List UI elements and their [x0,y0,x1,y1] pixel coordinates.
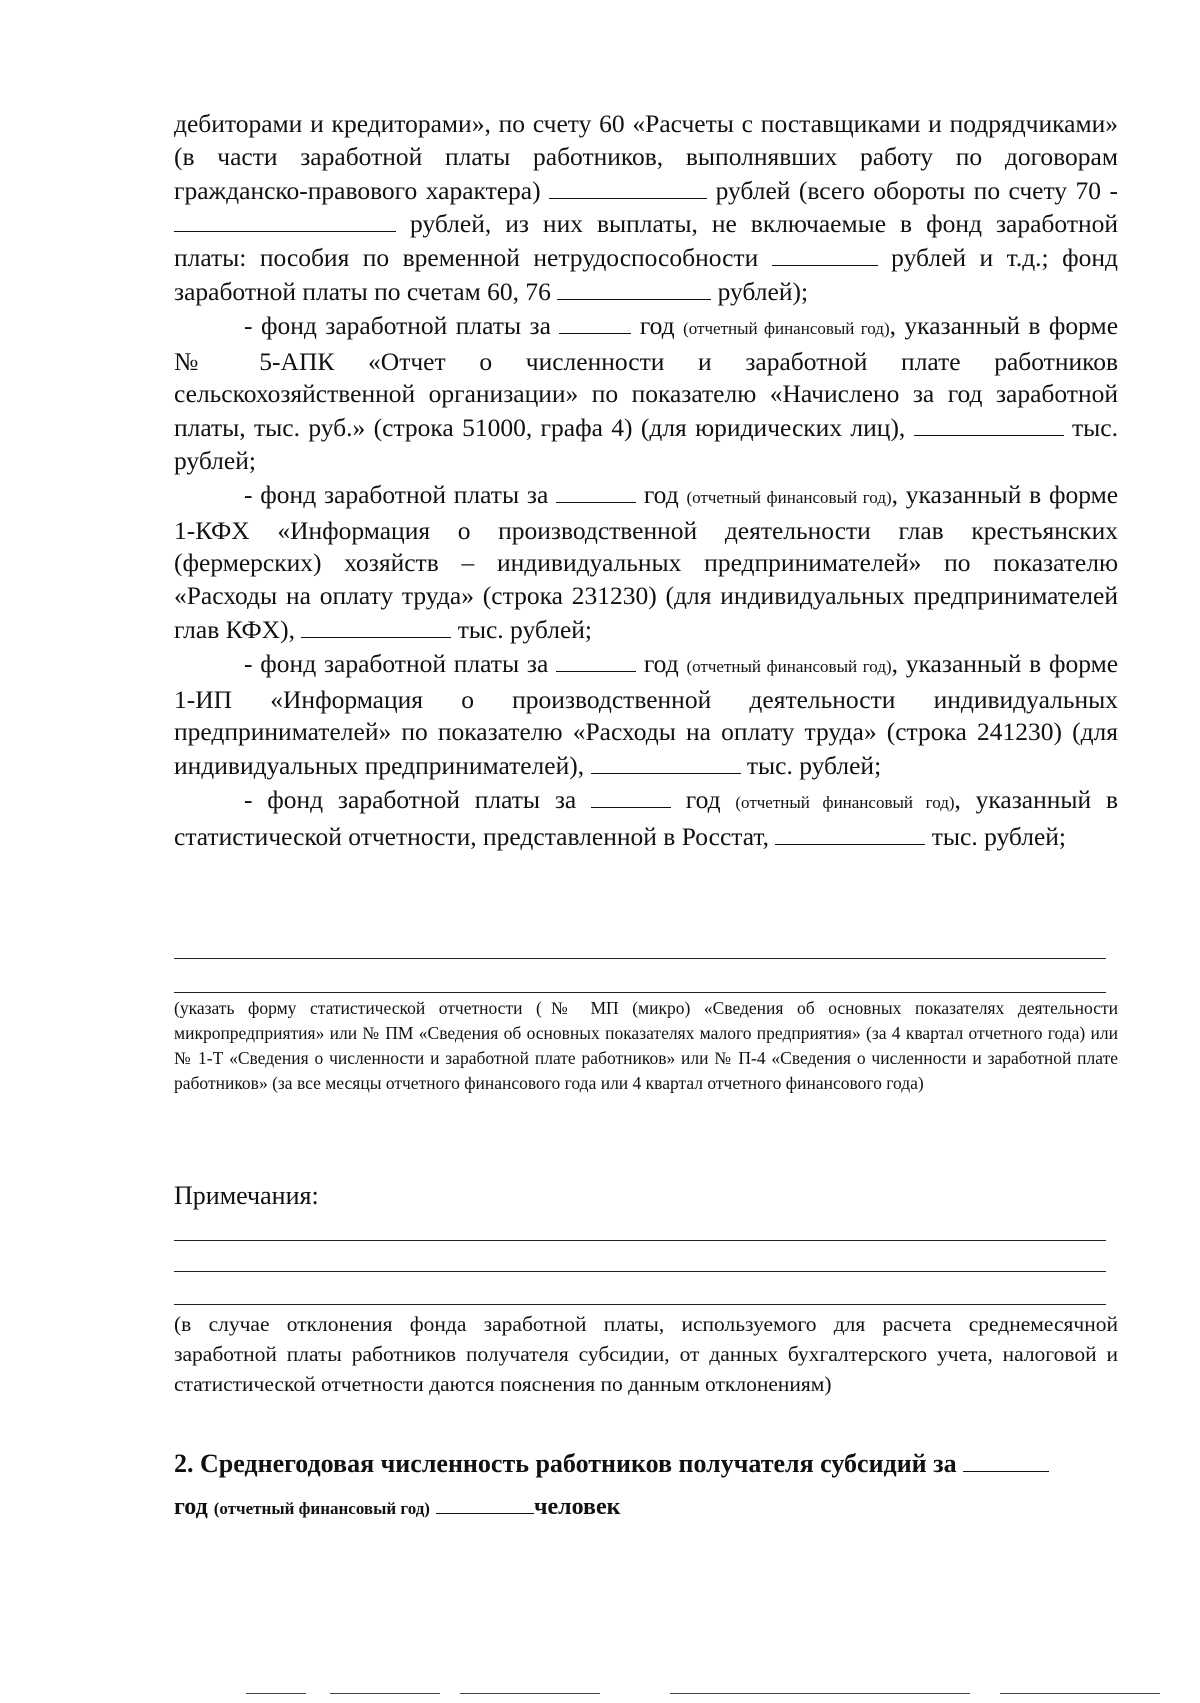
paragraph-1-ip [174,647,1118,783]
blank-amount-1-kfh[interactable] [301,613,451,638]
divider-line [174,992,1106,993]
text-reporting-year-note: (отчетный финансовый год) [213,1499,430,1518]
blank-turnover-70[interactable] [174,207,396,232]
blank-gph-amount[interactable] [549,174,707,199]
blank-headcount[interactable] [436,1489,534,1514]
text-thousand-rubles: тыс. рублей; [457,614,592,644]
section-2-line-2 [174,1489,1118,1521]
blank-amount-5-apk[interactable] [914,411,1064,436]
text-year: год [639,310,675,340]
paragraph-rosstat [174,783,1118,854]
notes-line-2[interactable] [174,1271,1106,1272]
text-year: год [685,784,721,814]
text-1-kfh-desc: , указанный в форме 1-КФХ «Информация о производственной деятельности глав крестьянских (фермерских) хозяйств – индивидуальных предпринимателей» по показателю «Расходы на оплату труда» (строка 231230) (для индивидуальных предпринимателей глав КФХ), [174,479,1119,644]
blank-year-5-apk[interactable] [559,309,631,334]
text-thousand-rubles: тыс. рублей; [746,751,882,781]
section-2-heading [174,1447,1118,1479]
notes-label: Примечания: [174,1181,319,1210]
text-reporting-year-note: (отчетный финансовый год) [683,318,890,338]
section-2 [174,1447,1118,1521]
text-reporting-year-note: (отчетный финансовый год) [686,656,892,676]
blank-year-section-2[interactable] [963,1447,1049,1472]
section-2-title: 2. Среднегодовая численность работников получателя субсидий за [174,1449,957,1478]
text-fund-for: - фонд заработной платы за [244,310,551,340]
text-rosstat-desc: , указанный в статистической отчетности, представленной в Росстат, [174,784,1119,851]
blank-line-form[interactable] [174,958,1106,959]
text-year: год [174,1494,208,1520]
footnote-deviation: (в случае отклонения фонда заработной платы, используемого для расчета среднемесячной заработной платы работников получателя субсидии, от данных бухгалтерского учета, налоговой и статистической отчетности даются пояснения по данным отклонениям) [174,1312,1118,1396]
blank-year-1-ip[interactable] [556,647,636,672]
blank-year-1-kfh[interactable] [556,478,636,503]
scan-artifact-line [246,1693,306,1694]
text-thousand-rubles: тыс. рублей; [931,821,1067,851]
text-reporting-year-note: (отчетный финансовый год) [686,487,892,507]
text-year: год [643,648,679,678]
blank-amount-rosstat[interactable] [775,820,925,845]
text-fund-60-76: рублей и т.д.; фонд заработной платы по счетам 60, 76 [174,243,1119,306]
text-excluded-payments: рублей, из них выплаты, не включаемые в фонд заработной платы: пособия по временной нетрудоспособности [174,209,1119,273]
scan-artifact-line [1000,1693,1160,1694]
scan-artifact-line [330,1693,440,1694]
text-reporting-year-note: (отчетный финансовый год) [735,792,955,812]
main-text-block [174,108,1118,854]
scan-artifact-line [670,1693,970,1694]
text-rubles-close: рублей); [717,276,809,306]
blank-fund-60-76[interactable] [557,275,711,300]
paragraph-1-kfh [174,478,1118,647]
notes-line-1[interactable] [174,1240,1106,1241]
text-account-60: дебиторами и кредиторами», по счету 60 «Расчеты с поставщиками и подрядчиками» (в части заработной платы работников, выполнявших работу по договорам гражданско-правового характера) [174,109,1118,205]
text-persons: человек [533,1494,621,1520]
paragraph-account-turnover [174,108,1118,309]
text-5-apk-desc: , указанный в форме № 5-АПК «Отчет о численности и заработной плате работников сельскохозяйственной организации» по показателю «Начислено за год заработной платы, тыс. руб.» (строка 51000, графа 4) (для юридических лиц), [174,310,1119,443]
paragraph-5-apk [174,309,1118,478]
text-year: год [643,479,679,509]
text-thousand-rubles: тыс. рублей; [174,413,1119,475]
notes-line-3[interactable] [174,1304,1106,1305]
text-turnover-70: рублей (всего обороты по счету 70 - [715,175,1119,205]
blank-year-rosstat[interactable] [591,783,671,808]
blank-amount-1-ip[interactable] [591,749,741,774]
text-fund-for: - фонд заработной платы за [244,479,549,509]
scan-artifact-line [460,1693,600,1694]
text-1-ip-desc: , указанный в форме 1-ИП «Информация о производственной деятельности индивидуальных предпринимателей» по показателю «Расходы на оплату труда» (строка 241230) (для индивидуальных предпринимателей), [174,648,1119,781]
footnote-stat-forms: (указать форму статистической отчетности (№ МП (микро) «Сведения об основных показателях деятельности микропредприятия» или № ПМ «Сведения об основных показателях малого предприятия» (за 4 квартал отчетного года) или № 1-Т «Сведения о численности и заработной плате работников» или № П-4 «Сведения о численности и заработной плате работников» (за все месяцы отчетного финансового года или 4 квартал отчетного финансового года) [174,998,1118,1093]
text-fund-for: - фонд заработной платы за [244,648,549,678]
text-fund-for: - фонд заработной платы за [244,784,577,814]
blank-sick-leave[interactable] [772,241,878,266]
